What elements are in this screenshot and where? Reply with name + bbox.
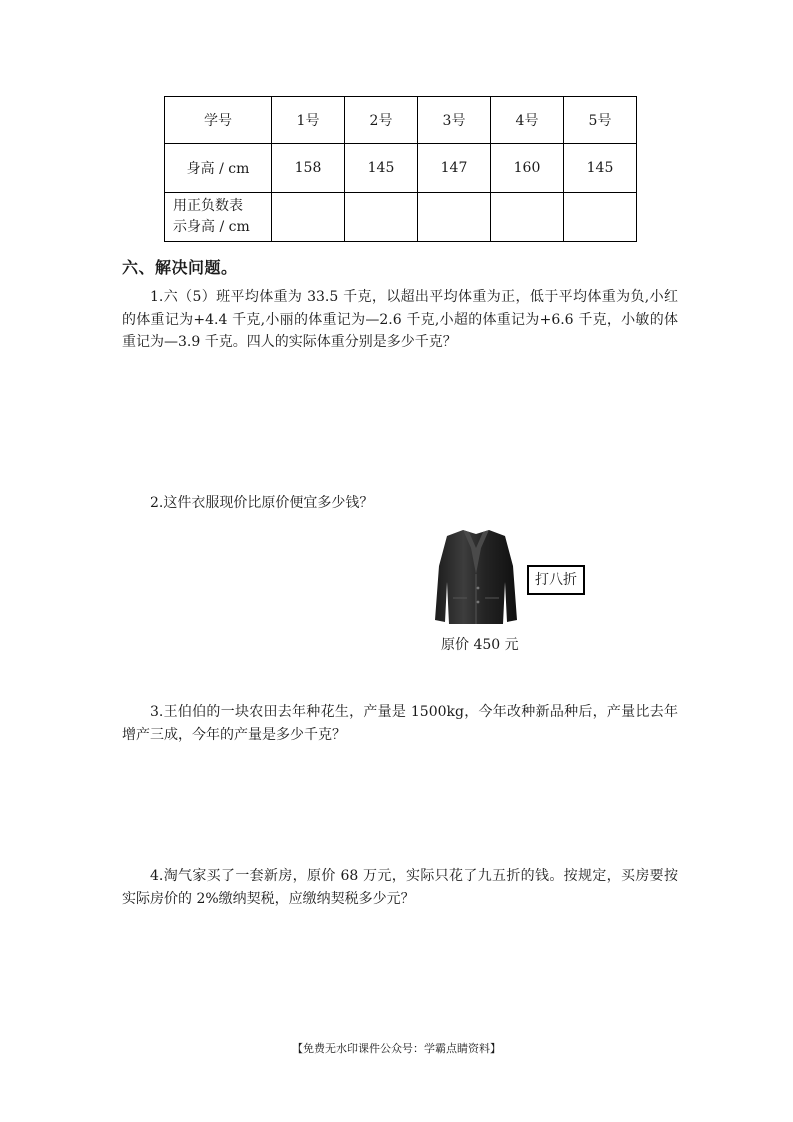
table-header-row	[165, 97, 637, 144]
problem-4: 4.淘气家买了一套新房，原价 68 万元，实际只花了九五折的钱。按规定，买房要按实际房价的 2%缴纳契税，应缴纳契税多少元？	[122, 868, 678, 907]
footer-note: 【免费无水印课件公众号：学霸点睛资料】	[292, 1042, 501, 1055]
leather-jacket-image	[433, 526, 519, 626]
row-label-line: 示身高 / cm	[173, 219, 250, 235]
table-header-cell: 1号	[272, 97, 345, 144]
section-title: 六、解决问题。	[122, 258, 238, 277]
table-header-cell: 4号	[491, 97, 564, 144]
table-row-signed	[165, 193, 637, 242]
table-cell: 145	[564, 144, 637, 193]
problem-1: 1.六（5）班平均体重为 33.5 千克，以超出平均体重为正，低于平均体重为负,小红的体重记为+4.4 千克,小丽的体重记为—2.6 千克,小超的体重记为+6.6 千克，小敏的体重记为—3.9 千克。四人的实际体重分别是多少千克？	[122, 289, 678, 350]
answer-cell[interactable]	[345, 193, 418, 242]
table-header-cell: 2号	[345, 97, 418, 144]
discount-label: 打八折	[527, 565, 585, 595]
table-row-label: 身高 / cm	[165, 144, 272, 193]
table-header-cell: 3号	[418, 97, 491, 144]
table-cell: 158	[272, 144, 345, 193]
table-header-cell: 学号	[165, 97, 272, 144]
original-price-caption: 原价 450 元	[441, 637, 519, 653]
table-row-heights	[165, 144, 637, 193]
problem-3: 3.王伯伯的一块农田去年种花生，产量是 1500kg，今年改种新品种后，产量比去年增产三成，今年的产量是多少千克？	[122, 704, 678, 743]
problem-2: 2.这件衣服现价比原价便宜多少钱？	[150, 495, 374, 511]
row-label-line: 用正负数表	[173, 198, 243, 214]
table-cell: 145	[345, 144, 418, 193]
table-cell: 160	[491, 144, 564, 193]
answer-cell[interactable]	[491, 193, 564, 242]
table-cell: 147	[418, 144, 491, 193]
height-table	[164, 96, 637, 242]
answer-cell[interactable]	[272, 193, 345, 242]
answer-cell[interactable]	[418, 193, 491, 242]
table-row-label	[165, 193, 272, 242]
answer-cell[interactable]	[564, 193, 637, 242]
table-header-cell: 5号	[564, 97, 637, 144]
